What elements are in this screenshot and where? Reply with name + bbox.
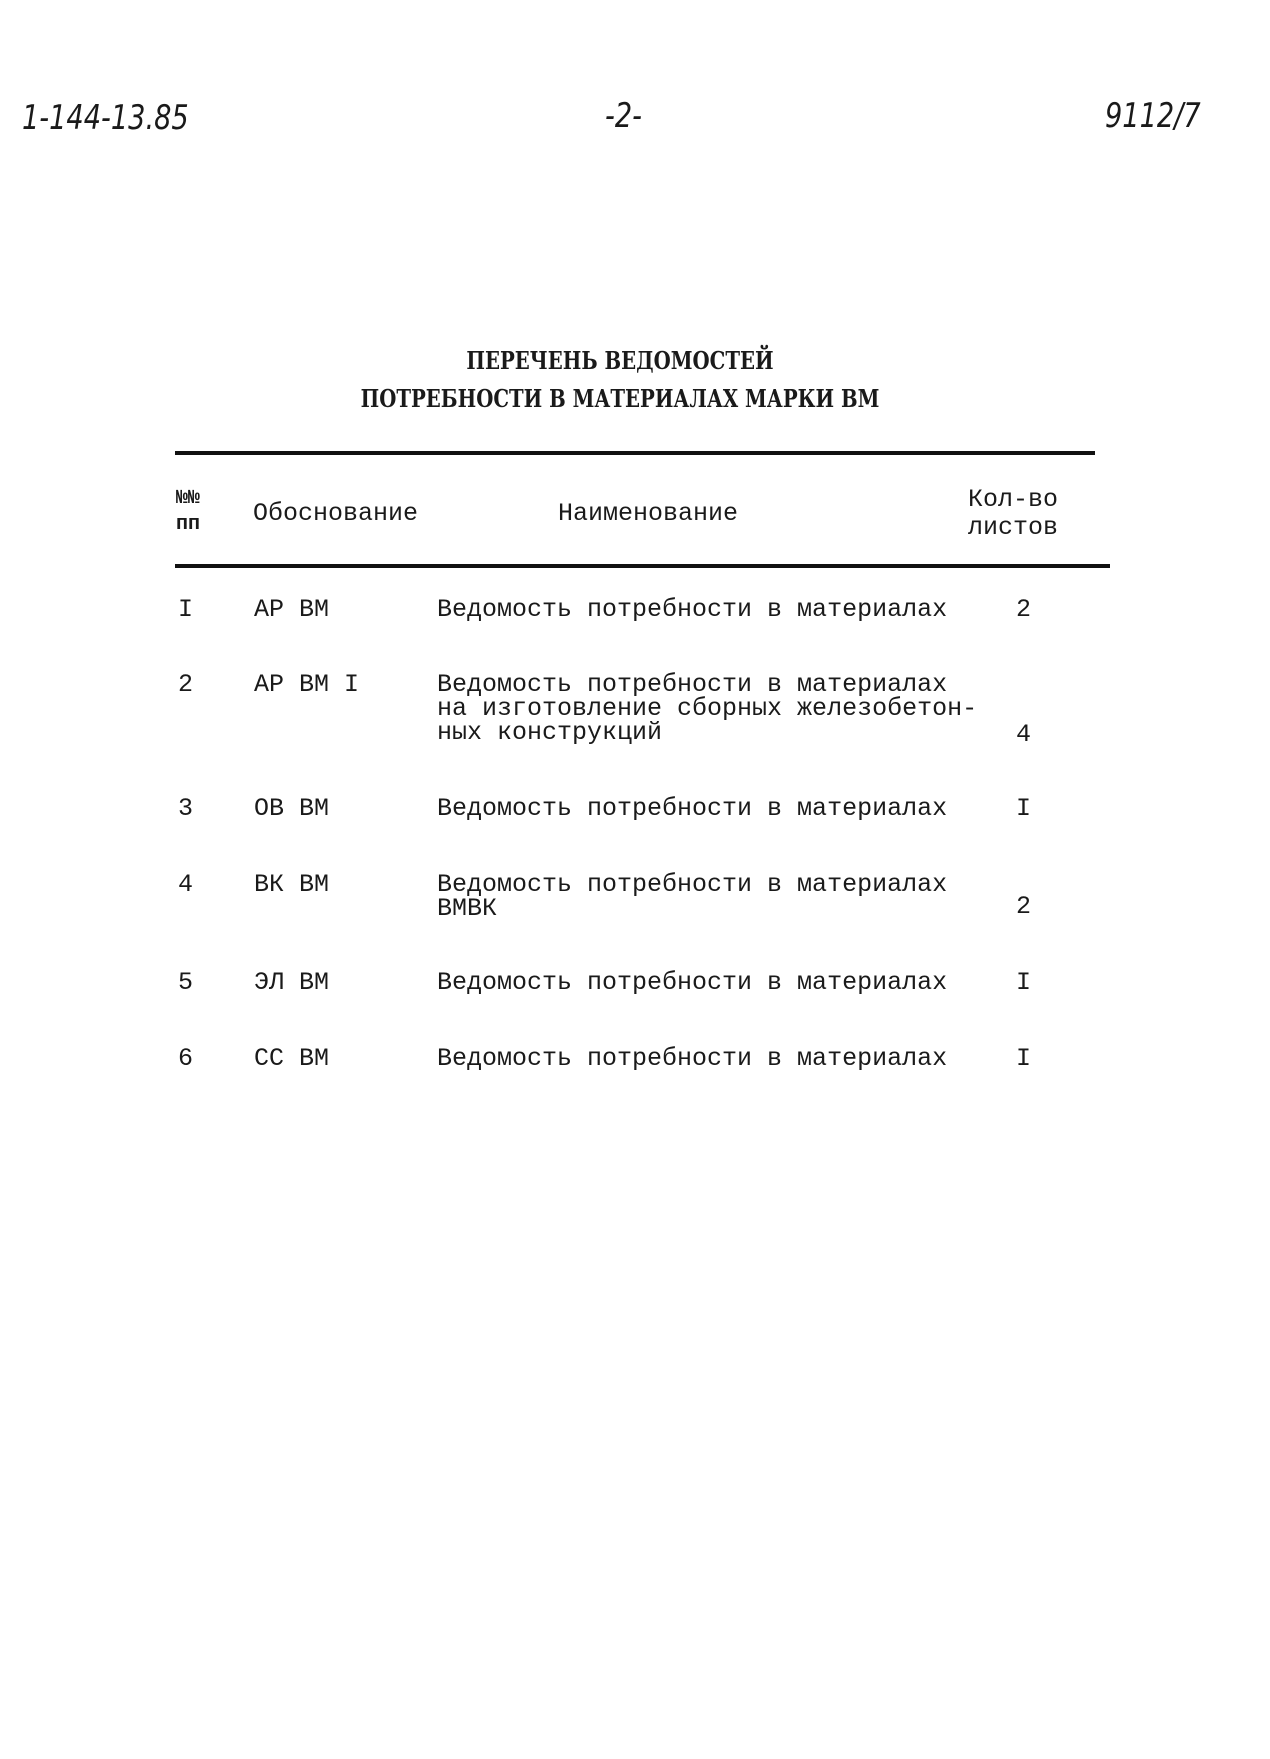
row-basis: СС ВМ xyxy=(254,1044,330,1073)
title-line-1: ПЕРЕЧЕНЬ ВЕДОМОСТЕЙ xyxy=(466,346,774,375)
row-basis: АР ВМ I xyxy=(254,670,360,699)
row-number: 5 xyxy=(178,968,194,997)
header-count-line1: Кол-во xyxy=(968,485,1059,514)
row-sheet-count: 2 xyxy=(1016,892,1032,921)
row-name-line: ных конструкций xyxy=(437,718,663,747)
header-num xyxy=(176,486,200,538)
row-name-line: ВМВК xyxy=(437,894,498,923)
row-name-line: Ведомость потребности в материалах xyxy=(437,968,948,997)
header-name: Наименование xyxy=(558,499,739,528)
row-number: I xyxy=(178,595,194,624)
row-name-line: Ведомость потребности в материалах xyxy=(437,870,948,899)
row-name-line: на изготовление сборных железобетон- xyxy=(437,694,978,723)
row-number: 2 xyxy=(178,670,194,699)
header-num-line1: №№ xyxy=(176,487,201,510)
header-count xyxy=(968,486,1058,542)
title-line-2: ПОТРЕБНОСТИ В МАТЕРИАЛАХ МАРКИ ВМ xyxy=(360,384,880,413)
row-sheet-count: I xyxy=(1016,1044,1032,1073)
header-num-line2: пп xyxy=(176,513,201,536)
row-number: 4 xyxy=(178,870,194,899)
row-basis: ОВ ВМ xyxy=(254,794,330,823)
row-sheet-count: 4 xyxy=(1016,720,1032,749)
row-basis: АР ВМ xyxy=(254,595,330,624)
top-rule xyxy=(175,451,1095,455)
row-name-line: Ведомость потребности в материалах xyxy=(437,1044,948,1073)
archive-number: 9112/7 xyxy=(1105,96,1201,136)
row-basis: ВК ВМ xyxy=(254,870,330,899)
page-number: -2- xyxy=(605,96,642,136)
header-rule xyxy=(175,564,1110,568)
row-basis: ЭЛ ВМ xyxy=(254,968,330,997)
row-name-line: Ведомость потребности в материалах xyxy=(437,595,948,624)
row-sheet-count: 2 xyxy=(1016,595,1032,624)
document-code: 1-144-13.85 xyxy=(22,98,189,138)
header-count-line2: листов xyxy=(968,513,1059,542)
row-sheet-count: I xyxy=(1016,794,1032,823)
row-number: 3 xyxy=(178,794,194,823)
header-basis: Обоснование xyxy=(253,499,419,528)
row-name-line: Ведомость потребности в материалах xyxy=(437,794,948,823)
row-number: 6 xyxy=(178,1044,194,1073)
row-name-line: Ведомость потребности в материалах xyxy=(437,670,948,699)
row-sheet-count: I xyxy=(1016,968,1032,997)
